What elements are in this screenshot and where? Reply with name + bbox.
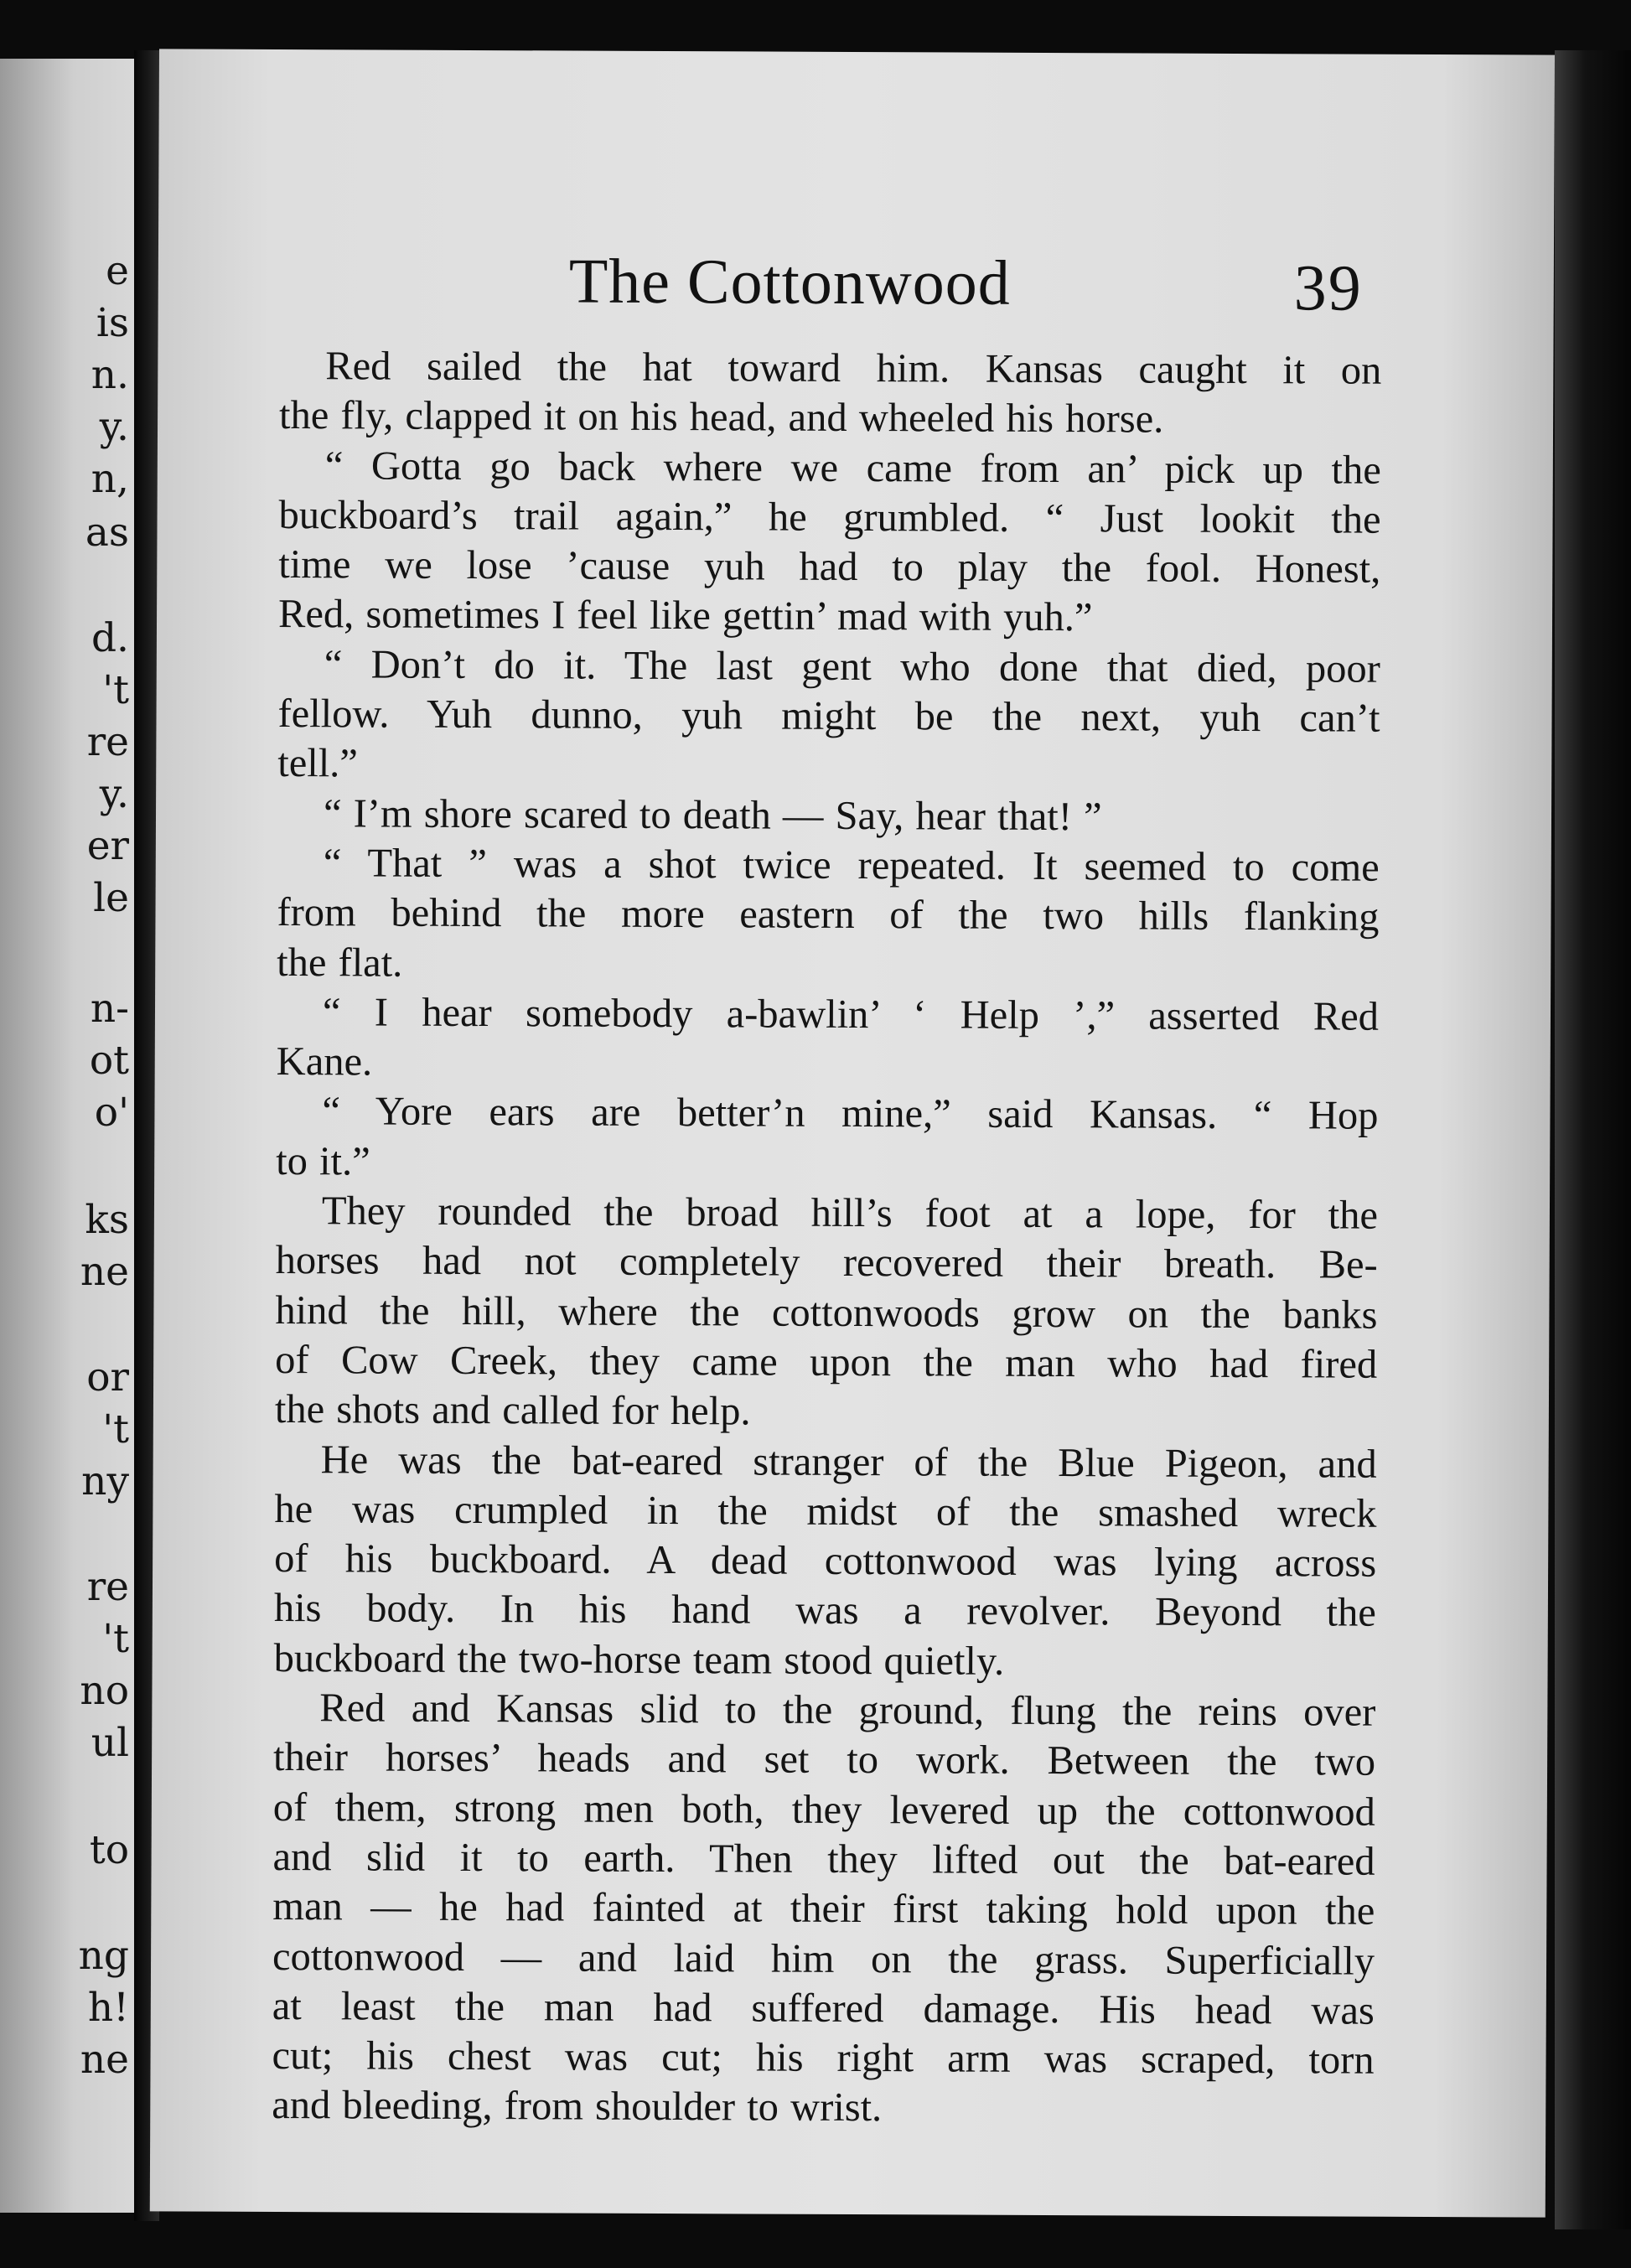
page-number: 39: [1293, 251, 1363, 324]
facing-page-text-fragment: n.: [91, 352, 129, 398]
facing-page-text-fragment: er: [86, 823, 129, 869]
text-line: He was the bat-eared stranger of the Blue Pigeon, and: [320, 1437, 1377, 1487]
running-head: [158, 243, 1554, 324]
facing-page-text-fragment: e: [106, 248, 129, 294]
text-line: tell.”: [277, 741, 359, 786]
facing-page-text-fragment: 't: [102, 1616, 129, 1662]
facing-page-text-fragment: y.: [99, 404, 129, 450]
text-line: Red sailed the hat toward him. Kansas caught it on: [325, 344, 1382, 393]
facing-page-text-fragment: ne: [80, 2037, 129, 2083]
facing-page-text-fragment: ks: [85, 1197, 129, 1243]
text-line: time we lose ’cause yuh had to play the fool. Honest,: [278, 542, 1381, 592]
running-title: The Cottonwood: [568, 246, 1011, 318]
facing-page-text-fragment: y.: [99, 771, 129, 817]
text-line: the flat.: [277, 940, 403, 986]
text-line: “ I hear somebody a-bawlin’ ‘ Help ’,” asserted Red: [322, 990, 1380, 1039]
text-line: their horses’ heads and set to work. Between the two: [272, 1735, 1376, 1785]
text-line: of his buckboard. A dead cottonwood was lying across: [274, 1536, 1377, 1586]
text-line: “ I’m shore scared to death — Say, hear that! ”: [323, 790, 1102, 839]
facing-page-text-fragment: no: [80, 1668, 129, 1714]
facing-page-text-fragment: ng: [78, 1933, 129, 1979]
facing-page-text-fragment: ot: [89, 1038, 129, 1084]
facing-page-text-fragment: re: [86, 719, 129, 765]
text-line: man — he had fainted at their first taking hold upon the: [272, 1884, 1375, 1934]
text-line: of them, strong men both, they levered up the cottonwood: [272, 1784, 1375, 1835]
text-line: his body. In his hand was a revolver. Beyond the: [273, 1586, 1376, 1636]
text-line: horses had not completely recovered their breath. Be-: [275, 1238, 1378, 1288]
facing-page-fragment: [0, 59, 134, 2213]
text-line: the fly, clapped it on his head, and wheeled his horse.: [278, 393, 1164, 442]
text-line: at least the man had suffered damage. His head was: [272, 1983, 1375, 2033]
text-line: “ Don’t do it. The last gent who done that died, poor: [324, 642, 1380, 691]
text-line: the shots and called for help.: [274, 1387, 751, 1434]
facing-page-text-fragment: re: [86, 1564, 129, 1610]
page-edge-shadow: [1555, 50, 1631, 2229]
text-line: Red and Kansas slid to the ground, flung the reins over: [319, 1685, 1376, 1735]
text-line: “ Gotta go back where we came from an’ pick up the: [324, 443, 1381, 493]
text-line: “ Yore ears are better’n mine,” said Kansas. “ Hop: [322, 1089, 1379, 1139]
text-line: They rounded the broad hill’s foot at a lope, for the: [321, 1188, 1379, 1238]
facing-page-text-fragment: or: [86, 1354, 129, 1401]
text-line: from behind the more eastern of the two hills flanking: [277, 890, 1380, 940]
text-line: Kane.: [276, 1039, 373, 1085]
body-text: [272, 341, 1381, 2135]
facing-page-text-fragment: ne: [80, 1249, 129, 1295]
book-page: [150, 49, 1555, 2217]
facing-page-text-fragment: is: [96, 300, 129, 346]
text-line: and slid it to earth. Then they lifted out the bat-eared: [272, 1834, 1375, 1884]
text-line: cut; his chest was cut; his right arm was scraped, torn: [272, 2033, 1375, 2083]
text-line: of Cow Creek, they came upon the man who had fired: [275, 1337, 1378, 1387]
facing-page-text-fragment: to: [89, 1827, 129, 1873]
text-line: fellow. Yuh dunno, yuh might be the next, yuh can’t: [277, 691, 1380, 741]
text-line: to it.”: [276, 1138, 370, 1184]
text-line: Red, sometimes I feel like gettin’ mad with yuh.”: [277, 592, 1093, 640]
text-line: “ That ” was a shot twice repeated. It seemed to come: [323, 841, 1380, 890]
facing-page-text-fragment: o': [94, 1090, 129, 1136]
facing-page-text-fragment: 't: [102, 667, 129, 713]
facing-page-text-fragment: ul: [91, 1720, 129, 1766]
facing-page-text-fragment: n,: [91, 456, 129, 502]
facing-page-text-fragment: h!: [87, 1985, 129, 2031]
text-line: hind the hill, where the cottonwoods grow on the banks: [275, 1287, 1378, 1338]
text-line: buckboard’s trail again,” he grumbled. “ Just lookit the: [278, 492, 1381, 542]
facing-page-text-fragment: 't: [102, 1406, 129, 1452]
text-line: buckboard the two-horse team stood quietly.: [273, 1635, 1005, 1684]
facing-page-text-fragment: n-: [90, 986, 129, 1032]
text-line: cottonwood — and laid him on the grass. Superficially: [272, 1934, 1375, 1984]
text-line: and bleeding, from shoulder to wrist.: [272, 2083, 883, 2131]
facing-page-text-fragment: ny: [81, 1458, 129, 1504]
facing-page-text-fragment: le: [93, 875, 129, 921]
facing-page-text-fragment: d.: [91, 615, 129, 661]
text-line: he was crumpled in the midst of the smashed wreck: [274, 1486, 1377, 1536]
facing-page-text-fragment: as: [85, 510, 129, 556]
